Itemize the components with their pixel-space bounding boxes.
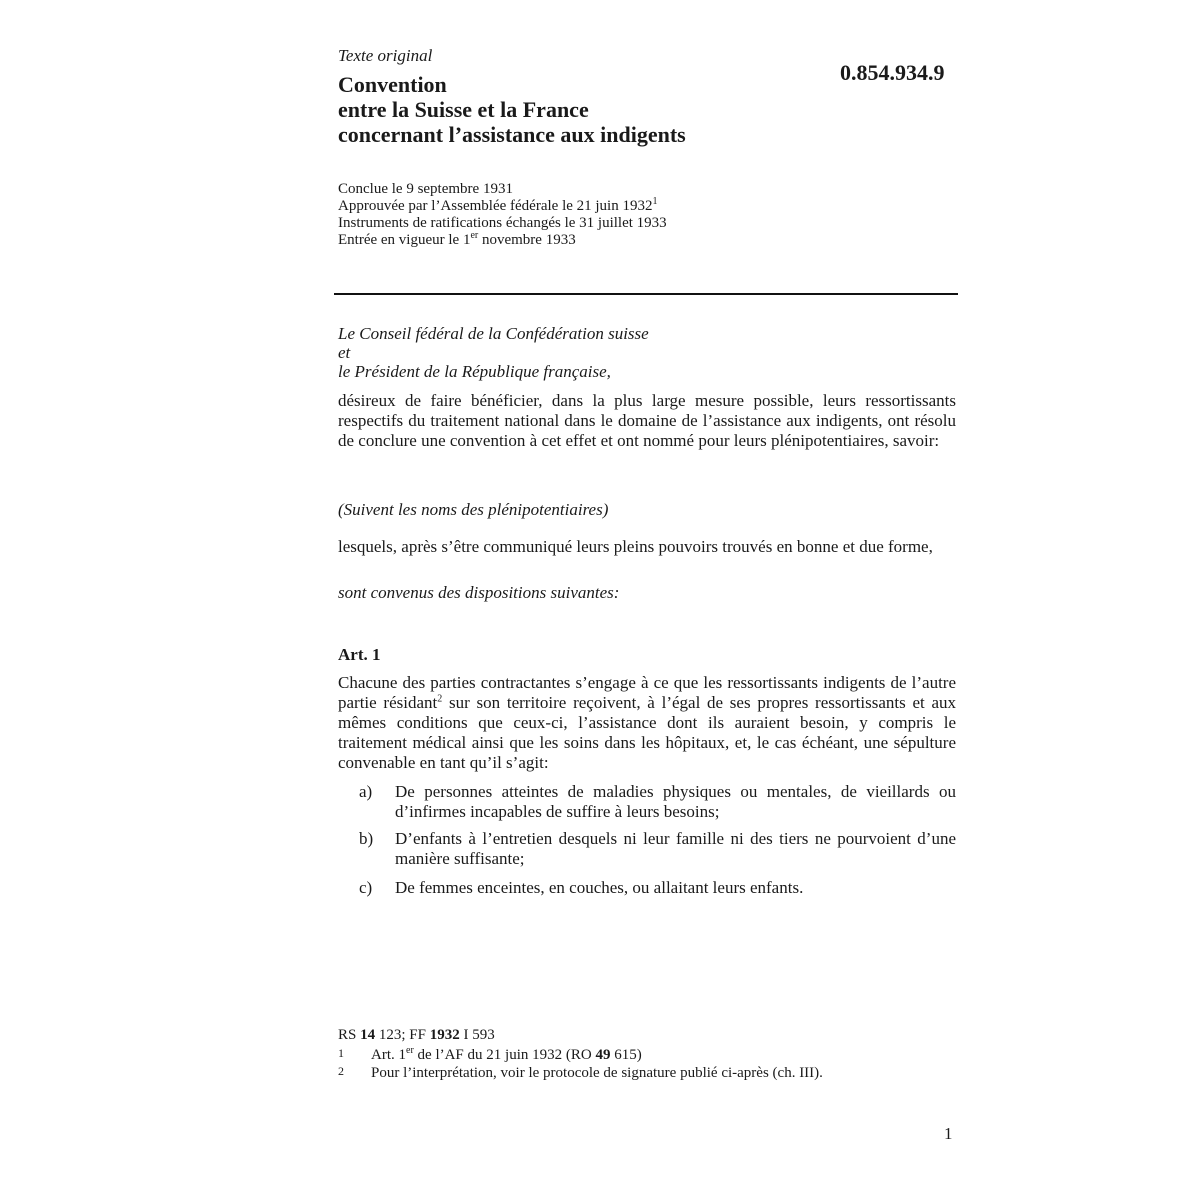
footnote-number: 2	[338, 1064, 344, 1078]
text-label: Texte original	[338, 46, 433, 65]
entry-into-force: Entrée en vigueur le 1er novembre 1933	[338, 230, 576, 248]
article-heading: Art. 1	[338, 645, 381, 664]
title-line: entre la Suisse et la France	[338, 97, 589, 122]
footnote-ref[interactable]: 2	[437, 693, 443, 705]
horizontal-rule	[334, 293, 958, 295]
agreed-provisions-text: sont convenus des dispositions suivantes:	[338, 583, 620, 602]
list-item-text: D’enfants à l’entretien desquels ni leur famille ni des tiers ne pourvoient d’une manière suffisante;	[395, 829, 956, 868]
title-line: concernant l’assistance aux indigents	[338, 122, 686, 147]
list-item-letter: a)	[359, 782, 373, 801]
list-item-letter: c)	[359, 878, 373, 897]
document-title	[338, 72, 686, 147]
article-text: Chacune des parties contractantes s’engage à ce que les ressortissants indigents de l’autre partie résidant$^2$ sur son territoire reçoivent, à l’égal de ses propres ressortissants et aux mêmes conditions que ceux-ci, l’assistance dont ils auraient besoin, y compris le traitement médical ainsi que les soins dans les hôpitaux, et, le cas échéant, une sépulture convenable en tant qu’il s’agit:	[338, 673, 956, 772]
footnote	[338, 1047, 958, 1064]
document-number: 0.854.934.9	[840, 60, 945, 85]
plenipotentiaries-note: (Suivent les noms des plénipotentiaires)	[338, 500, 609, 519]
list-item	[338, 782, 956, 822]
list-item	[338, 878, 956, 898]
party-conjunction: et	[338, 343, 351, 362]
title-line: Convention	[338, 72, 447, 97]
list-item	[338, 829, 956, 869]
footnote-ref[interactable]: 1	[652, 196, 658, 207]
source-reference: RS 14 123; FF 1932 I 593	[338, 1027, 495, 1043]
contracting-parties	[338, 324, 956, 381]
ratification-date: Instruments de ratifications échangés le 31 juillet 1933	[338, 215, 667, 231]
list-item-letter: b)	[359, 829, 374, 848]
party-france: le Président de la République française,	[338, 362, 611, 381]
list-item-text: De femmes enceintes, en couches, ou allaitant leurs enfants.	[395, 878, 804, 897]
preamble-text: désireux de faire bénéficier, dans la plus large mesure possible, leurs ressortissants respectifs du traitement national dans le domaine de l’assistance aux indigents, ont résolu de conclure une convention à cet effet et ont nommé pour leurs plénipotentiaires, savoir:	[338, 391, 956, 450]
full-powers-text: lesquels, après s’être communiqué leurs pleins pouvoirs trouvés en bonne et due forme,	[338, 537, 933, 556]
party-switzerland: Le Conseil fédéral de la Confédération suisse	[338, 324, 649, 343]
footnote-number: 1	[338, 1046, 344, 1060]
footnote-text: Pour l’interprétation, voir le protocole de signature publié ci-après (ch. III).	[371, 1065, 823, 1081]
treaty-metadata	[338, 181, 667, 249]
footnote-text: Art. 1er de l’AF du 21 juin 1932 (RO 49 615)	[371, 1045, 642, 1063]
footnote	[338, 1065, 958, 1082]
list-item-text: De personnes atteintes de maladies physiques ou mentales, de vieillards ou d’infirmes incapables de suffire à leurs besoins;	[395, 782, 956, 821]
concluded-date: Conclue le 9 septembre 1931	[338, 181, 513, 197]
approved-date: Approuvée par l’Assemblée fédérale le 21 juin 1932$^1$	[338, 196, 658, 214]
page-number: 1	[944, 1124, 953, 1143]
